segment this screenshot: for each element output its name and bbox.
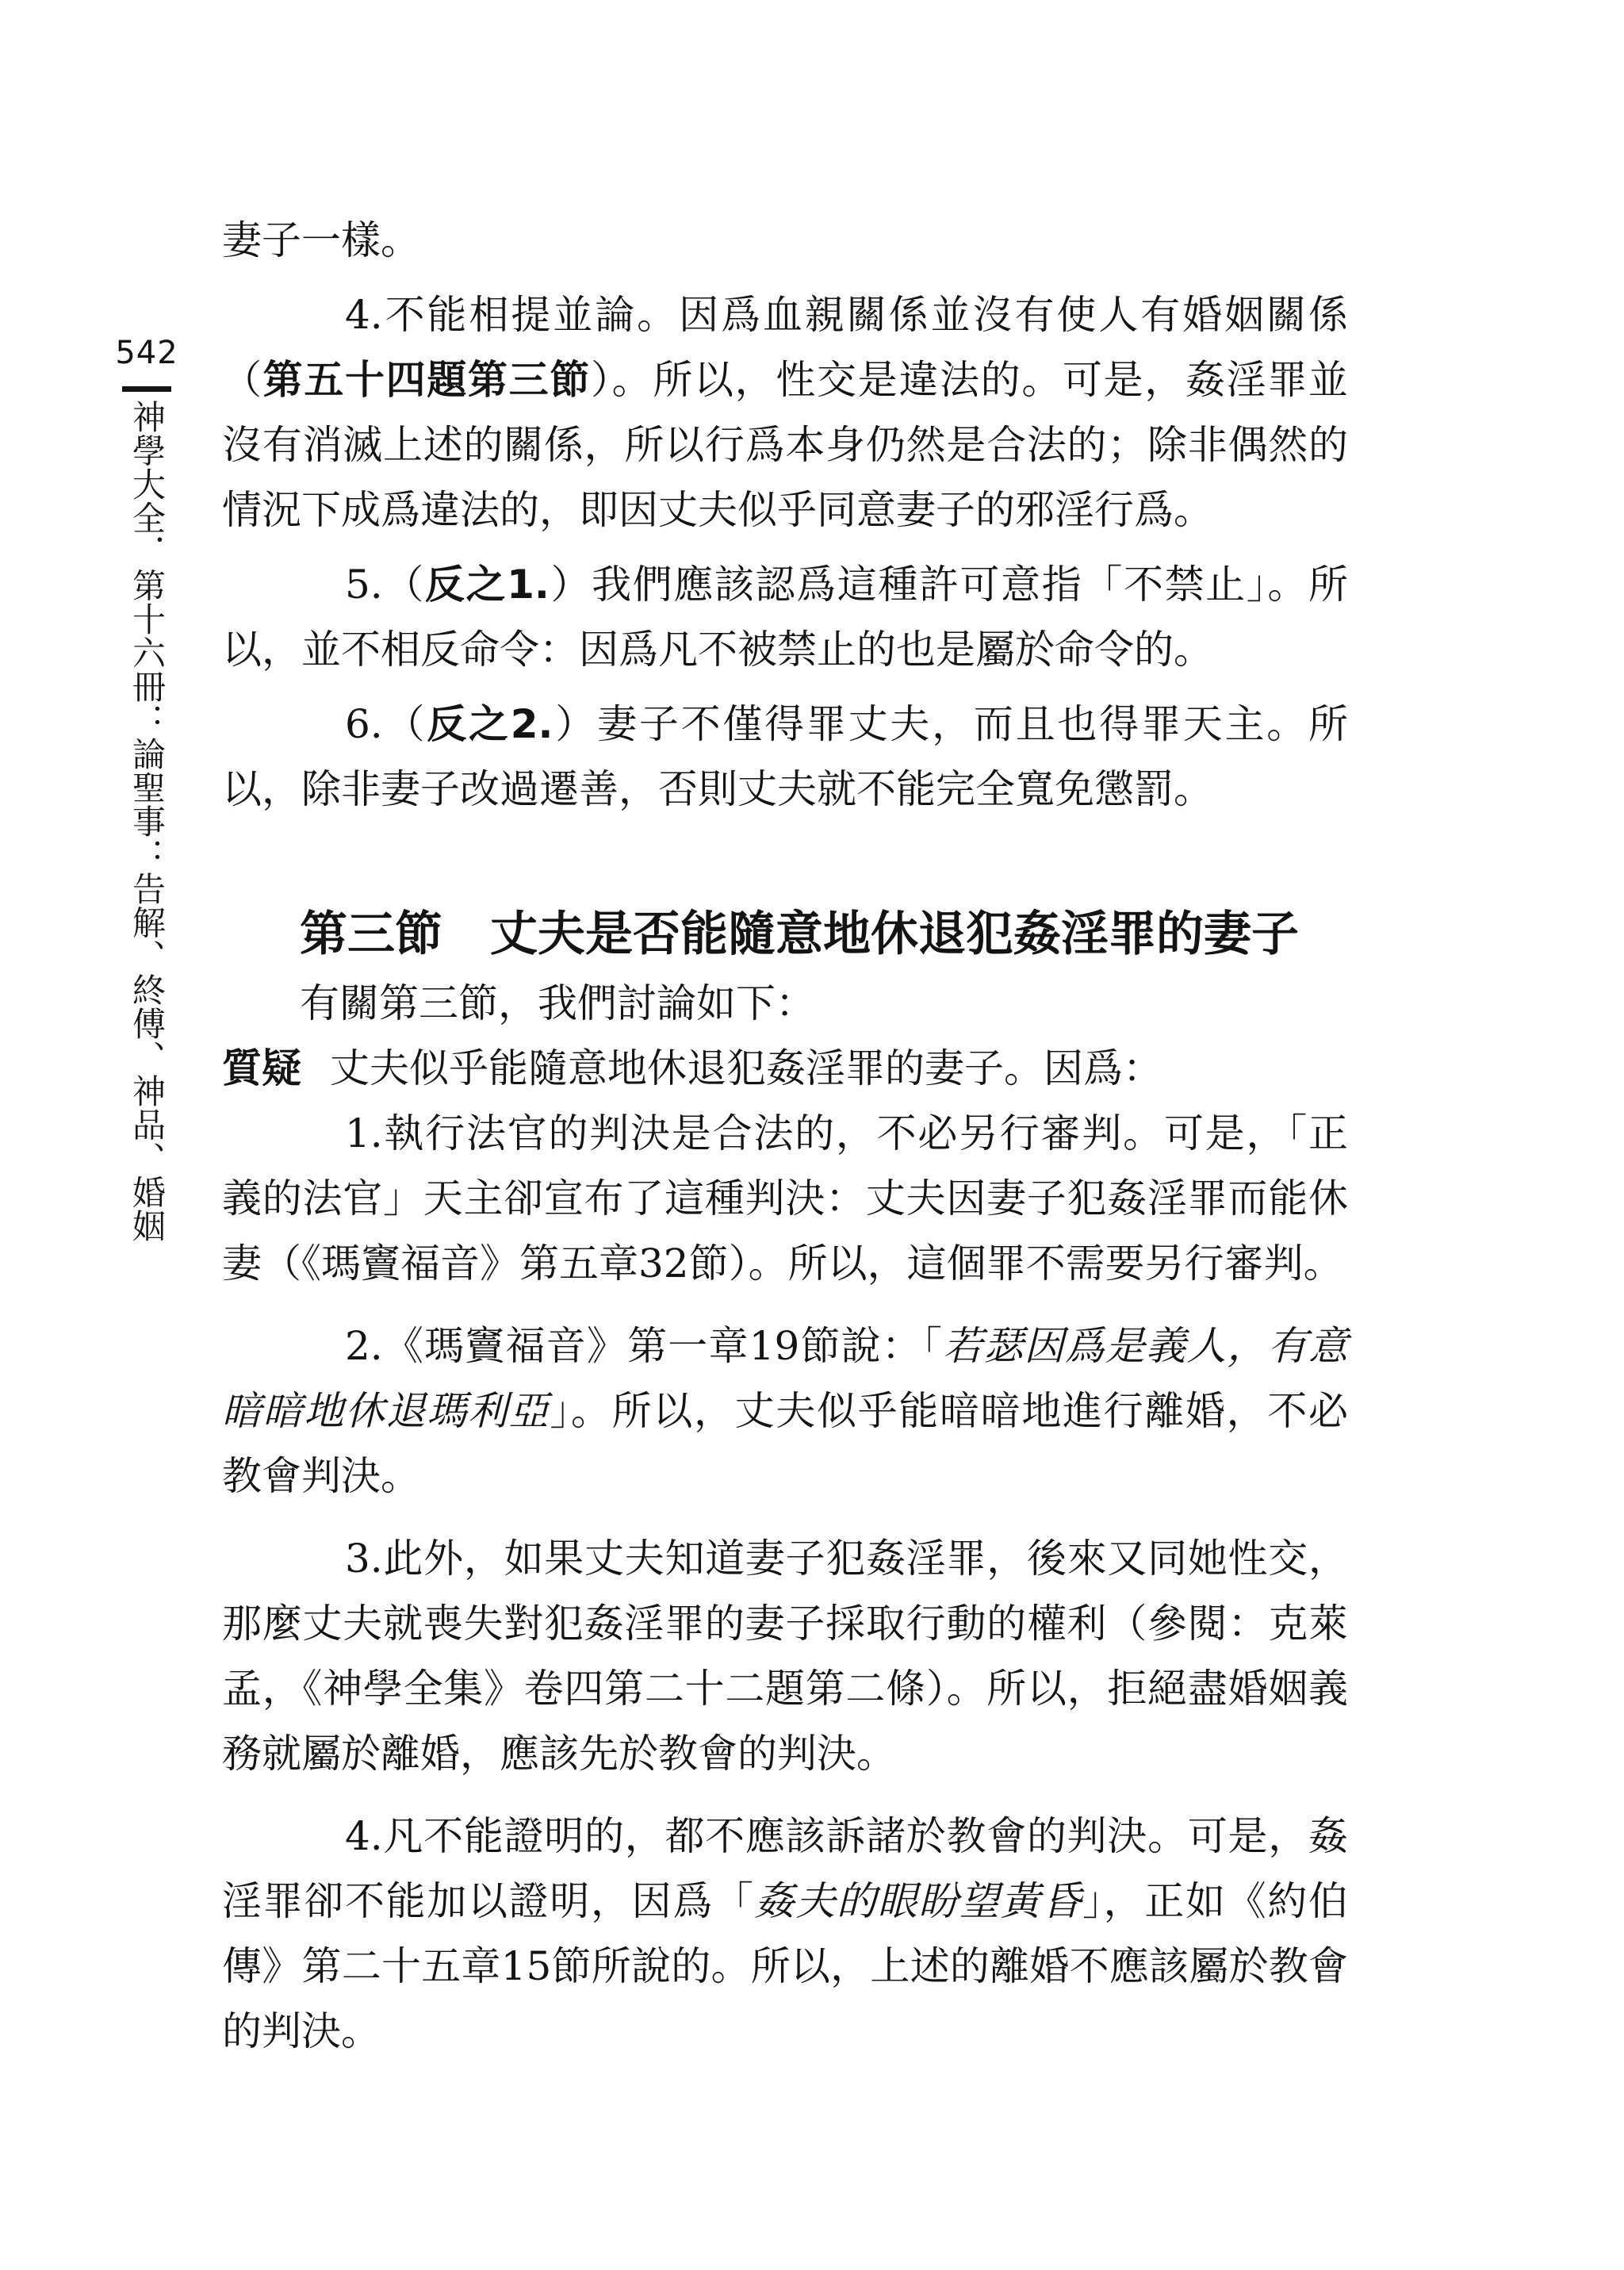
objection-text: 丈夫似乎能隨意地休退犯姦淫罪的妻子。因爲： [330,1045,1162,1091]
paragraph-reply-5 [222,552,1348,682]
reply-6-text: 6.（ [345,701,427,747]
paragraph-reply-4 [222,282,1348,543]
reply-4-reference: 第五十四題第三節 [262,357,592,403]
page-margin [95,337,198,1243]
paragraph-reply-6 [222,692,1348,822]
section-intro: 有關第三節，我們討論如下： [300,980,815,1026]
objection-point-1: 1.執行法官的判決是合法的，不必另行審判。可是，「正義的法官」天主卻宣布了這種判決：丈夫因妻子犯姦淫罪而能休妻（《瑪竇福音》第五章32節）。所以，這個罪不需要另行審判。 [222,1110,1348,1286]
page-content [222,208,1348,2064]
objection-point-3: 3.此外，如果丈夫知道妻子犯姦淫罪，後來又同她性交，那麼丈夫就喪失對犯姦淫罪的妻子採取行動的權利（參閱：克萊孟，《神學全集》卷四第二十二題第二條）。所以，拒絕盡婚姻義務就屬於離婚，應該先於教會的判決。 [222,1536,1348,1777]
paragraph-opening: 妻子一樣。 [222,217,420,263]
reply-5-reference: 反之1. [424,562,550,608]
reply-6-reference: 反之2. [427,701,553,747]
reply-5-text-cont: ）我們應該認爲這種許可意指「不禁止」。所以，並不相反命令：因爲凡不被禁止的也是屬於命令的。 [222,562,1348,673]
reply-5-text: 5.（ [345,562,425,608]
section-heading: 第三節 丈夫是否能隨意地休退犯姦淫罪的妻子 [300,907,1299,962]
point-4-quote: 姦夫的眼盼望黃昏 [754,1878,1083,1924]
margin-rule [122,386,171,392]
point-4-text-cont: 」，正如《約伯傳》第二十五章15節所說的。所以，上述的離婚不應該屬於教會的判決。 [222,1878,1349,2054]
objection-point-4 [222,1804,1348,2064]
point-2-text-cont: 」。所以，丈夫似乎能暗暗地進行離婚，不必教會判決。 [222,1388,1349,1499]
objection-line [222,1036,1348,1101]
objection-point-2 [222,1313,1348,1509]
point-2-quote: 若瑟因爲是義人，有意暗暗地休退瑪利亞 [222,1323,1349,1434]
reply-4-text-cont: ）。所以，性交是違法的。可是，姦淫罪並沒有消滅上述的關係，所以行爲本身仍然是合法的；除非偶然的情況下成爲違法的，即因丈夫似乎同意妻子的邪淫行爲。 [222,357,1349,533]
point-2-text: 2.《瑪竇福音》第一章19節說：「 [345,1323,944,1369]
reply-4-text: 4.不能相提並論。因爲血親關係並沒有使人有婚姻關係（ [222,292,1348,403]
point-4-text: 4.凡不能證明的，都不應該訴諸於教會的判決。可是，姦淫罪卻不能加以證明，因爲「 [222,1813,1348,1924]
running-title: 神學大全．第十六冊：論聖事：告解、終傅、神品、婚姻 [128,400,167,1243]
objection-label: 質疑 [222,1045,301,1091]
reply-6-text-cont: ）妻子不僅得罪丈夫，而且也得罪天主。所以，除非妻子改過遷善，否則丈夫就不能完全寬免懲罰。 [222,701,1348,812]
page-number: 542 [115,335,178,371]
